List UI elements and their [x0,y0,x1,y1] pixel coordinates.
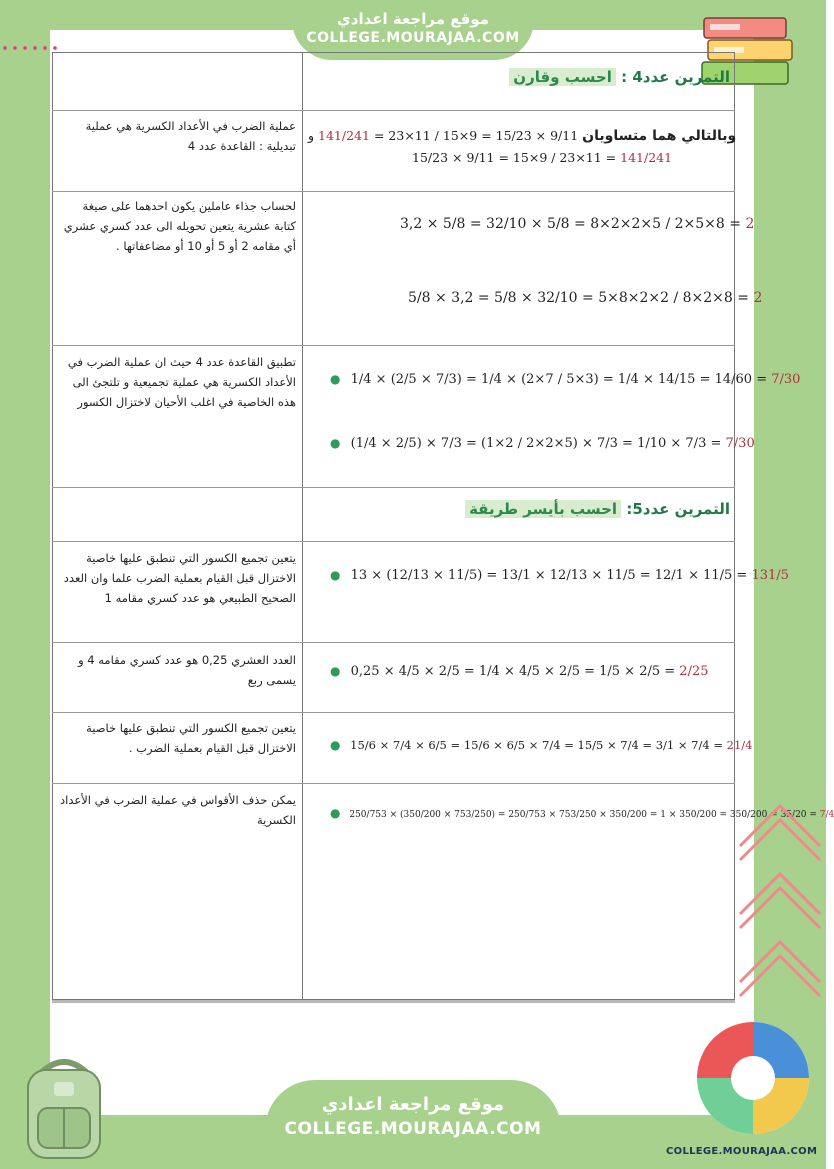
table-bottom-border [52,1000,735,1003]
footer-site-url[interactable]: COLLEGE.MOURAJAA.COM [284,1119,542,1139]
ex4c-line1: 1/4 × (2/5 × 7/3) = 1/4 × (2×7 / 5×3) = 1/4 × 14/15 = 14/60 = [350,372,768,387]
chevron-up-icon [736,790,822,1030]
ex4b-line1-result: 2 [745,216,755,232]
math-ex4-associative-line1 [330,372,800,387]
row-divider [52,783,735,784]
ex5c-result: 21/4 [726,738,753,752]
row-divider [52,487,735,488]
site-logo-icon [694,1018,812,1142]
footer-banner [265,1080,561,1169]
ex5a: 13 × (12/13 × 11/5) = 13/1 × 12/13 × 11/5 = 12/1 × 11/5 = [350,568,748,583]
bullet-icon: ● [330,568,341,582]
math-ex4-decimal-line1 [400,216,754,232]
exercise5-title-main: احسب بأيسر طريقة [465,500,621,518]
math-ex4-associative-line2 [330,436,755,451]
ex4a-left-result: 141/241 [318,128,370,143]
exercise4-title-main: احسب وقارن [509,68,616,86]
exercise5-title-prefix: التمرين عدد5: [626,500,730,518]
note-decimal-conversion: لحساب جذاء عاملين يكون احدهما على صيغة كتابة عشرية يتعين تحويله الى عدد كسري عشري أي مقامه 2 أو 5 أو 10 أو مضاعفاتها . [63,199,296,253]
math-ex5-b [330,664,709,679]
ex5d: 250/753 × (350/200 × 753/250) = 250/753 × 753/250 × 350/200 = 1 × 350/200 = 350/200 = 35/20 = [349,810,817,820]
ex4b-line2: 5/8 × 3,2 = 5/8 × 32/10 = 5×8×2×2 / 8×2×8 = [408,290,749,306]
ex4a-and: و [308,128,315,143]
ex4c-line1-result: 7/30 [771,372,801,387]
bullet-icon: ● [330,738,341,752]
bullet-icon: ● [330,436,341,450]
ex4c-line2: (1/4 × 2/5) × 7/3 = (1×2 / 2×2×5) × 7/3 = 1/10 × 7/3 = [350,436,722,451]
ex4a-conclusion: وبالتالي هما متساويان [582,128,737,144]
math-ex5-a [330,568,789,583]
row-divider [52,191,735,192]
ex4b-line2-result: 2 [753,290,763,306]
ex4c-line2-result: 7/30 [725,436,755,451]
ex5b: 0,25 × 4/5 × 2/5 = 1/4 × 4/5 × 2/5 = 1/5 × 2/5 = [350,664,676,679]
note-quarter: العدد العشري 0,25 هو عدد كسري مقامه 4 و يسمى ربع [78,653,296,687]
math-ex5-c [330,738,752,752]
row-divider [52,110,735,111]
ex4a-left: 9/11 × 15/23 = 9×15 / 11×23 = [373,128,579,143]
bullet-icon: ● [330,372,341,386]
row-divider [52,712,735,713]
bullet-icon: ● [330,806,341,820]
note-grouping: يتعين تجميع الكسور التي تنطبق عليها خاصية الاختزال قبل القيام بعملية الضرب علما وان العدد الصحيح الطبيعي هو عدد كسري مقامه 1 [63,551,296,605]
header-site-name: موقع مراجعة اعدادي [337,10,489,28]
note-remove-parentheses: يمكن حذف الأقواس في عملية الضرب في الأعداد الكسرية [60,793,296,827]
footer-site-name: موقع مراجعة اعدادي [321,1094,505,1115]
note-associative: تطبيق القاعدة عدد 4 حيث ان عملية الضرب في الأعداد الكسرية هي عملية تجميعية و تلتجئ الى هذه الخاصية في اغلب الأحيان لاختزال الكسور [67,355,296,409]
math-ex4-decimal-line2 [408,290,762,306]
header-banner [292,0,534,60]
header-site-url[interactable]: COLLEGE.MOURAJAA.COM [306,30,520,46]
row-divider [52,642,735,643]
column-divider [302,52,303,1000]
logo-label: COLLEGE.MOURAJAA.COM [666,1146,818,1157]
solution-table [52,52,735,1000]
decorative-dots [0,44,60,52]
exercise5-title [465,500,730,518]
ex4b-line1: 3,2 × 5/8 = 32/10 × 5/8 = 8×2×2×5 / 2×5×8 = [400,216,741,232]
note-grouping-before-multiply: يتعين تجميع الكسور التي تنطبق عليها خاصية الاختزال قبل القيام بعملية الضرب . [86,721,296,755]
ex5b-result: 2/25 [679,664,709,679]
bullet-icon: ● [330,664,341,678]
ex4a-right-result: 141/241 [620,150,673,165]
ex5a-result: 131/5 [751,568,789,583]
exercise4-title-prefix: التمرين عدد4 : [621,68,730,86]
ex5d-result: 7/4 [819,810,834,820]
math-ex4-commutative-right [412,150,672,165]
ex4a-right: 15/23 × 9/11 = 15×9 / 23×11 = [412,150,617,165]
note-commutative: عملية الضرب في الأعداد الكسرية هي عملية تبديلية : القاعدة عدد 4 [85,119,296,153]
exercise4-title [509,68,730,86]
row-divider [52,345,735,346]
math-ex4-commutative [308,128,736,144]
backpack-icon [14,1052,114,1162]
row-divider [52,541,735,542]
ex5c: 15/6 × 7/4 × 6/5 = 15/6 × 6/5 × 7/4 = 15/5 × 7/4 = 3/1 × 7/4 = [350,738,723,752]
